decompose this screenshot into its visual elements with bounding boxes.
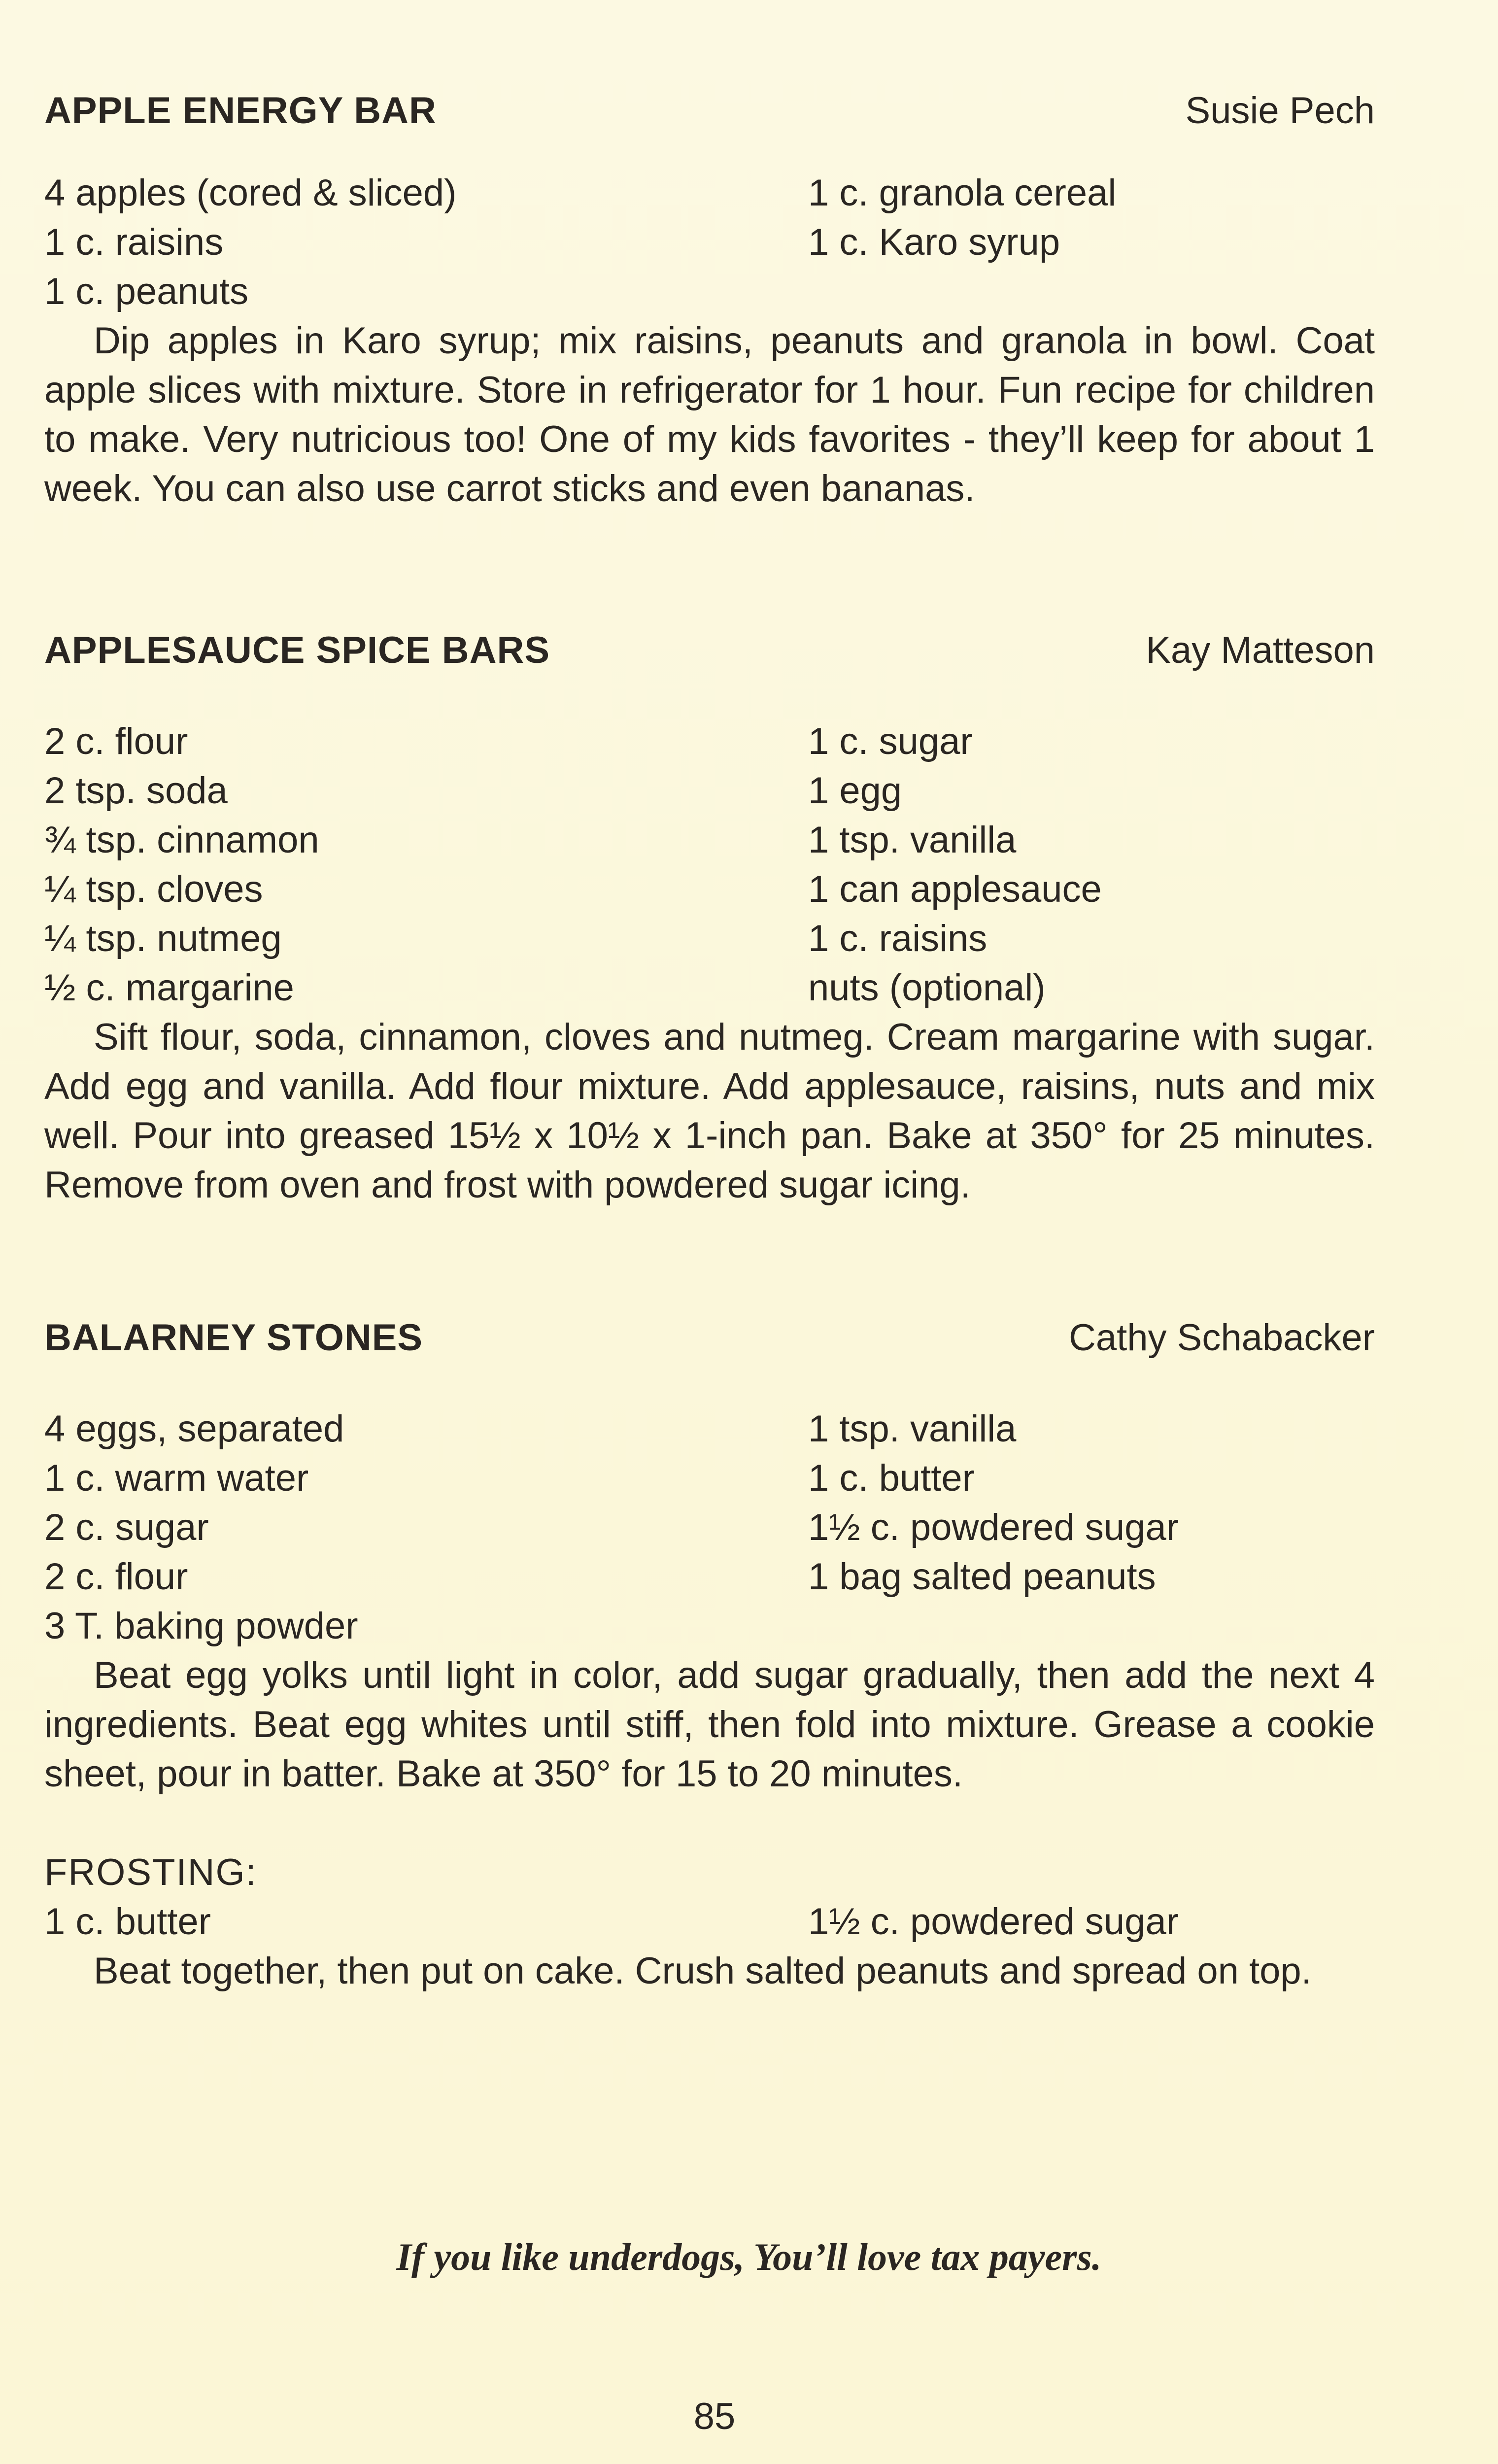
ingredient: 3 T. baking powder [44,1605,358,1647]
ingredient: ¼ tsp. nutmeg [44,918,282,959]
recipe-balarney-stones [44,1311,1375,1996]
ingredient: 2 tsp. soda [44,770,228,812]
frosting-ingredient-list [44,1897,1375,1947]
recipe-applesauce-spice-bars [44,623,1375,1210]
ingredient: ½ c. margarine [44,967,294,1009]
ingredient: ¼ tsp. cloves [44,868,263,910]
ingredients-left-column [44,1404,808,1651]
ingredient: 1 c. butter [44,1901,211,1943]
recipe-author: Cathy Schabacker [1069,1317,1375,1359]
ingredient: ¾ tsp. cinnamon [44,819,319,861]
ingredient: 1 c. Karo syrup [808,221,1060,263]
recipe-apple-energy-bar [44,84,1375,513]
recipe-title: BALARNEY STONES [44,1317,423,1359]
ingredient-list [44,717,1375,1013]
ingredient: 1½ c. powdered sugar [808,1506,1179,1548]
footer-quote: If you like underdogs, You’ll love tax payers. [396,2235,1102,2278]
ingredient: 2 c. sugar [44,1506,209,1548]
ingredient: 1 bag salted peanuts [808,1556,1156,1598]
recipe-header [44,84,1375,138]
frosting-ingredients-right-column [808,1897,1375,1947]
ingredients-right-column [808,717,1375,1013]
ingredient: 1 c. raisins [44,221,224,263]
ingredient-list [44,169,1375,316]
page-number: 85 [693,2396,736,2437]
recipe-header [44,1311,1375,1365]
ingredient: 1 c. warm water [44,1457,309,1499]
ingredients-right-column [808,169,1375,316]
ingredient-list [44,1404,1375,1651]
ingredient: 1 tsp. vanilla [808,1408,1017,1450]
recipe-directions: Dip apples in Karo syrup; mix raisins, peanuts and granola in bowl. Coat apple slices with mixture. Store in refrigerator for 1 hour. Fun recipe for children to make. Very nutricious too! One of my kids favorites - they’ll keep for about 1 week. You can also use carrot sticks and even bananas. [44,320,1375,510]
frosting-heading: FROSTING: [44,1851,257,1893]
ingredients-left-column [44,169,808,316]
recipe-title: APPLE ENERGY BAR [44,90,437,132]
ingredient: 1 c. raisins [808,918,987,959]
frosting-directions: Beat together, then put on cake. Crush salted peanuts and spread on top. [94,1950,1312,1992]
ingredient: nuts (optional) [808,967,1046,1009]
ingredient: 1 c. sugar [808,720,973,762]
recipe-directions: Sift flour, soda, cinnamon, cloves and nutmeg. Cream margarine with sugar. Add egg and vanilla. Add flour mixture. Add applesauce, raisins, nuts and mix well. Pour into greased 15½ x 10½ x 1-inch pan. Bake at 350° for 25 minutes. Remove from oven and frost with powdered sugar icing. [44,1016,1375,1206]
ingredient: 4 eggs, separated [44,1408,344,1450]
ingredient: 1 tsp. vanilla [808,819,1017,861]
recipe-author: Kay Matteson [1146,629,1375,671]
frosting-ingredients-left-column [44,1897,808,1947]
ingredient: 1 c. butter [808,1457,975,1499]
ingredient: 1 c. peanuts [44,271,249,312]
ingredient: 1 can applesauce [808,868,1102,910]
recipe-title: APPLESAUCE SPICE BARS [44,629,550,671]
recipe-author: Susie Pech [1185,90,1375,132]
ingredient: 4 apples (cored & sliced) [44,172,457,214]
ingredient: 2 c. flour [44,720,188,762]
ingredients-left-column [44,717,808,1013]
ingredient: 1 egg [808,770,902,812]
ingredient: 1 c. granola cereal [808,172,1117,214]
ingredients-right-column [808,1404,1375,1651]
recipe-directions: Beat egg yolks until light in color, add sugar gradually, then add the next 4 ingredients. Beat egg whites until stiff, then fold into mixture. Grease a cookie sheet, pour in batter. Bake at 350° for 15 to 20 minutes. [44,1654,1375,1795]
ingredient: 2 c. flour [44,1556,188,1598]
recipe-header [44,623,1375,678]
ingredient: 1½ c. powdered sugar [808,1901,1179,1943]
